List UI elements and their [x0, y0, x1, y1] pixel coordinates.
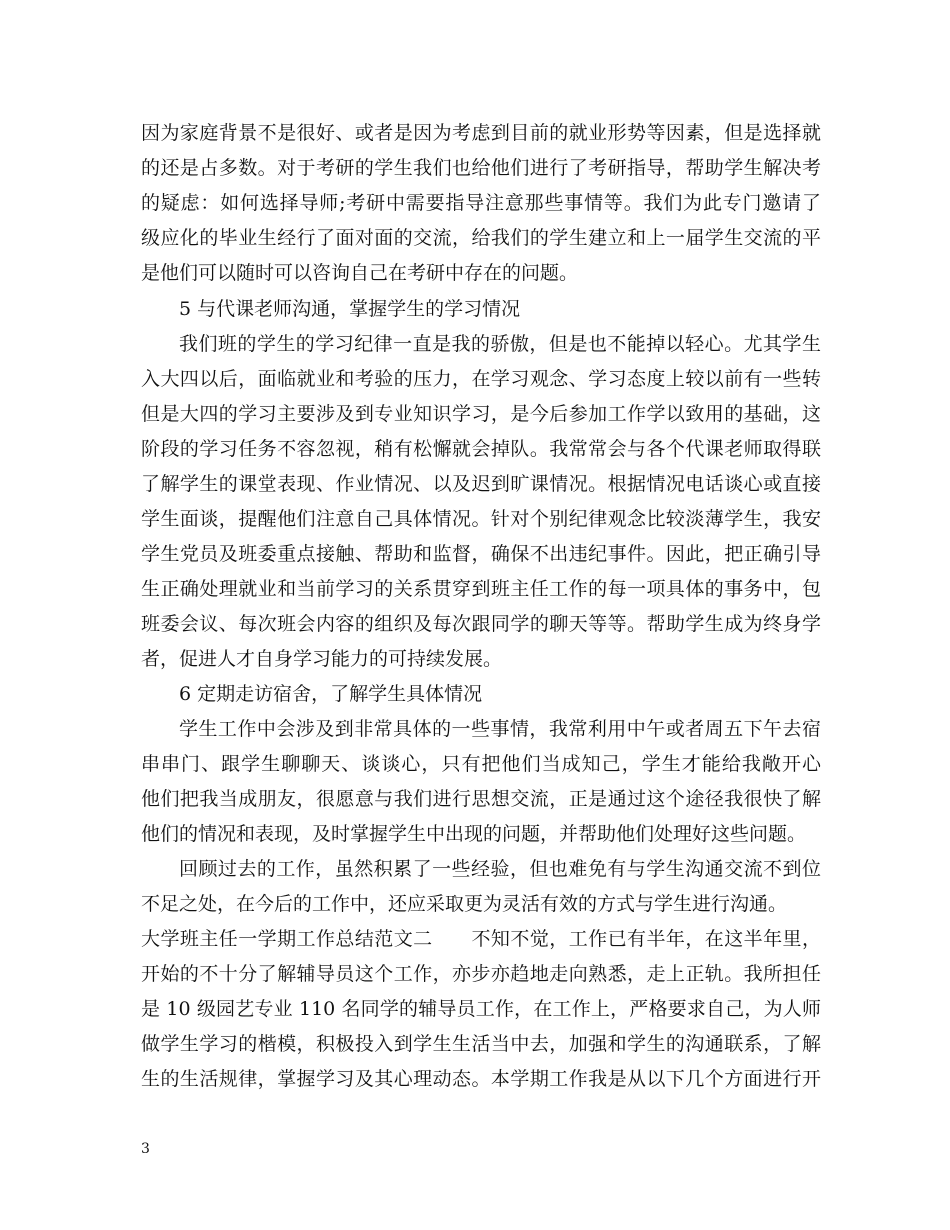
page-number: 3: [141, 1141, 150, 1157]
text-line: 做学生学习的楷模，积极投入到学生生活当中去，加强和学生的沟通联系，了解: [141, 1033, 821, 1055]
text-line: 大学班主任一学期工作总结范文二 不知不觉，工作已有半年，在这半年里，: [141, 928, 821, 950]
text-line: 的疑虑：如何选择导师;考研中需要指导注意那些事情等。我们为此专门邀请了: [141, 192, 821, 214]
text-line: 他们把我当成朋友，很愿意与我们进行思想交流，正是通过这个途径我很快了解: [141, 788, 821, 810]
text-line: 学生党员及班委重点接触、帮助和监督，确保不出违纪事件。因此，把正确引导: [141, 543, 821, 565]
section-heading: 5 与代课老师沟通，掌握学生的学习情况: [179, 298, 521, 320]
text-line: 入大四以后，面临就业和考验的压力，在学习观念、学习态度上较以前有一些转: [141, 368, 821, 390]
text-line: 是他们可以随时可以咨询自己在考研中存在的问题。: [141, 262, 579, 284]
text-line: 是 10 级园艺专业 110 名同学的辅导员工作，在工作上，严格要求自己，为人师: [141, 998, 821, 1020]
text-line: 班委会议、每次班会内容的组织及每次跟同学的聊天等等。帮助学生成为终身学: [141, 613, 821, 635]
text-line: 生正确处理就业和当前学习的关系贯穿到班主任工作的每一项具体的事务中，包: [141, 578, 821, 600]
text-line: 因为家庭背景不是很好、或者是因为考虑到目前的就业形势等因素，但是选择就: [141, 122, 821, 144]
text-line: 生的生活规律，掌握学习及其心理动态。本学期工作我是从以下几个方面进行开: [141, 1068, 821, 1090]
section-heading: 6 定期走访宿舍，了解学生具体情况: [179, 683, 483, 705]
text-line: 阶段的学习任务不容忽视，稍有松懈就会掉队。我常常会与各个代课老师取得联: [141, 438, 821, 460]
text-line: 串串门、跟学生聊聊天、谈谈心，只有把他们当成知己，学生才能给我敞开心: [141, 753, 821, 775]
text-line: 回顾过去的工作，虽然积累了一些经验，但也难免有与学生沟通交流不到位: [179, 858, 821, 880]
text-line: 开始的不十分了解辅导员这个工作，亦步亦趋地走向熟悉，走上正轨。我所担任: [141, 963, 821, 985]
text-line: 的还是占多数。对于考研的学生我们也给他们进行了考研指导，帮助学生解决考: [141, 157, 821, 179]
text-line: 学生工作中会涉及到非常具体的一些事情，我常利用中午或者周五下午去宿: [179, 718, 821, 740]
text-line: 但是大四的学习主要涉及到专业知识学习，是今后参加工作学以致用的基础，这: [141, 403, 821, 425]
text-line: 不足之处，在今后的工作中，还应采取更为灵活有效的方式与学生进行沟通。: [141, 893, 788, 915]
text-line: 学生面谈，提醒他们注意自己具体情况。针对个别纪律观念比较淡薄学生，我安: [141, 508, 821, 530]
text-line: 者，促进人才自身学习能力的可持续发展。: [141, 648, 503, 670]
text-line: 了解学生的课堂表现、作业情况、以及迟到旷课情况。根据情况电话谈心或直接: [141, 473, 821, 495]
text-line: 级应化的毕业生经行了面对面的交流，给我们的学生建立和上一届学生交流的平: [141, 227, 821, 249]
text-line: 我们班的学生的学习纪律一直是我的骄傲，但是也不能掉以轻心。尤其学生: [179, 333, 821, 355]
text-line: 他们的情况和表现，及时掌握学生中出现的问题，并帮助他们处理好这些问题。: [141, 823, 807, 845]
